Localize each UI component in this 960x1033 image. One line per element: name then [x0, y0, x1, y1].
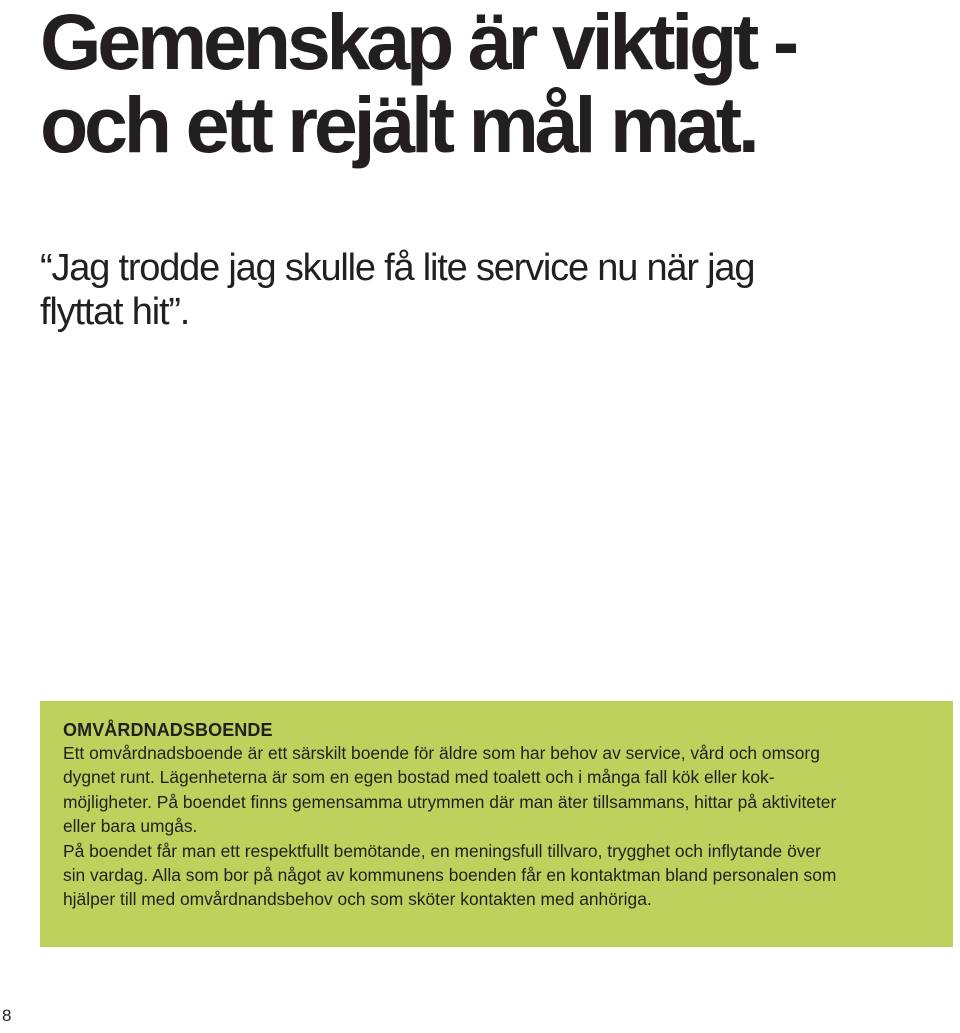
headline-line-2: och ett rejält mål mat. — [40, 80, 756, 169]
resident-quote — [40, 246, 920, 334]
headline-line-1: Gemenskap är viktigt - — [40, 0, 795, 86]
quote-line-2: flyttat hit”. — [40, 291, 190, 333]
quote-line-1: “Jag trodde jag skulle få lite service nu när jag — [40, 247, 755, 289]
info-box-line: hjälper till med omvårdnandsbehov och som sköter kontakten med anhöriga. — [63, 889, 652, 910]
page-number: 8 — [2, 1006, 12, 1025]
info-box — [40, 701, 953, 947]
info-box-line: möjligheter. På boendet finns gemensamma utrymmen där man äter tillsammans, hittar på aktiviteter — [63, 791, 837, 812]
info-box-line: Ett omvårdnadsboende är ett särskilt boende för äldre som har behov av service, vård och omsorg — [63, 743, 820, 763]
info-box-title: OMVÅRDNADSBOENDE — [63, 720, 273, 740]
info-box-line: dygnet runt. Lägenheterna är som en egen bostad med toalett och i många fall kök eller kok- — [63, 767, 775, 788]
page-headline — [40, 0, 940, 169]
info-box-text — [63, 741, 933, 912]
info-box-line: sin vardag. Alla som bor på något av kommunens boenden får en kontaktman bland personalen som — [63, 865, 837, 886]
info-box-line: eller bara umgås. — [63, 816, 198, 837]
info-box-line: På boendet får man ett respektfullt bemötande, en meningsfull tillvaro, trygghet och inflytande över — [63, 840, 821, 861]
